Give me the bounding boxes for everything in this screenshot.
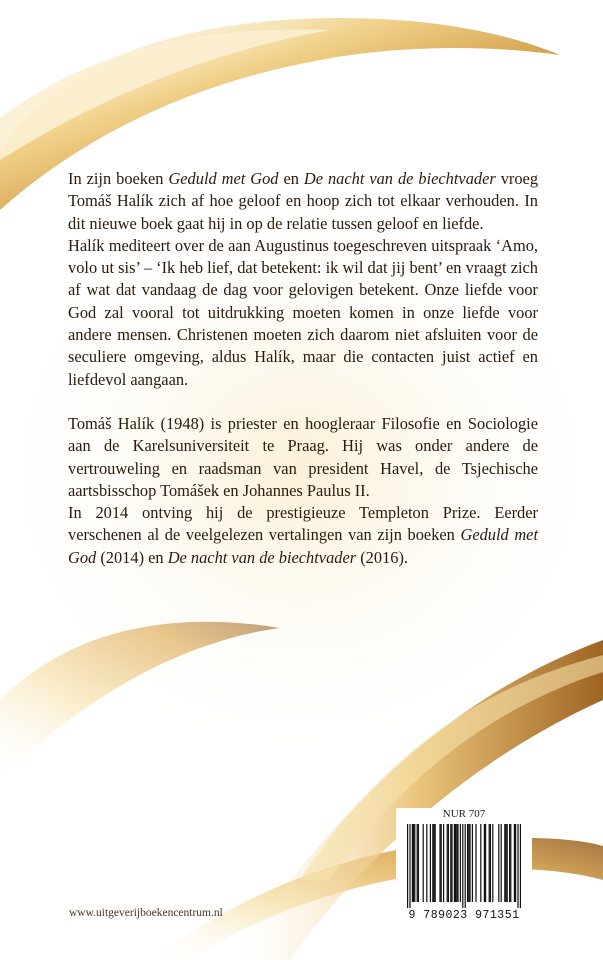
barcode-bar — [412, 824, 413, 902]
barcode-bar — [501, 824, 502, 902]
barcode-bar — [468, 824, 469, 902]
barcode-bar — [457, 824, 458, 902]
barcode-bar — [454, 824, 455, 902]
barcode-bar — [510, 824, 511, 902]
barcode-bar — [414, 824, 415, 902]
paragraph-3-author-bio: Tomáš Halík (1948) is priester en hoogleraar Filosofie en Sociologie aan de Karelsuniversiteit te Praag. Hij was onder andere de vertrouweling en raadsman van president Havel, de Tsjechische aartsbisschop Tomášek en Johannes Paulus II. — [68, 413, 538, 500]
barcode-bar — [456, 824, 457, 902]
barcode-bar — [433, 824, 434, 902]
barcode-bar — [441, 824, 442, 902]
barcode-bar — [417, 824, 418, 902]
isbn-digits: 9 789023 971351 — [408, 909, 520, 922]
barcode-bar — [490, 824, 491, 902]
barcode-bar — [443, 824, 444, 902]
barcode-bar — [492, 824, 493, 902]
barcode-bar — [413, 824, 414, 902]
barcode-bar — [485, 824, 486, 902]
barcode-bar — [407, 824, 408, 908]
barcode-bar — [467, 824, 468, 902]
barcode-bar — [451, 824, 452, 902]
barcode-bar — [504, 824, 505, 902]
barcode-bar — [480, 824, 481, 902]
isbn-barcode — [396, 808, 532, 932]
barcode-bar — [465, 824, 466, 908]
barcode-bar — [462, 824, 463, 908]
italic-title: Geduld met God — [68, 525, 539, 567]
barcode-bar — [514, 824, 515, 902]
barcode-bar — [509, 824, 510, 902]
italic-title: De nacht van de biechtvader — [167, 547, 357, 567]
back-cover-text — [68, 168, 538, 569]
barcode-bar — [432, 824, 433, 902]
barcode-bar — [515, 824, 516, 902]
barcode-bar — [450, 824, 451, 902]
barcode-bar — [426, 824, 427, 902]
barcode-bar — [455, 824, 456, 902]
barcode-bar — [520, 824, 521, 908]
barcode-bar — [505, 824, 506, 902]
barcode-bar — [447, 824, 448, 902]
barcode-bar — [435, 824, 436, 902]
paragraph-4: In 2014 ontving hij de prestigieuze Templeton Prize. Eerder verschenen al de veelgelezen vertalingen van zijn boeken Geduld met God (2014) en De nacht van de biechtvader (2016). — [68, 503, 539, 567]
barcode-bar — [507, 824, 508, 902]
barcode-bar — [498, 824, 499, 902]
barcode-bar — [517, 824, 518, 908]
barcode-bar — [418, 824, 419, 902]
barcode-bar — [448, 824, 449, 902]
publisher-url: www.uitgeverijboekencentrum.nl — [69, 907, 223, 919]
italic-title: De nacht van de biechtvader — [303, 169, 496, 188]
barcode-bar — [430, 824, 431, 902]
paragraph-2: Halík mediteert over de aan Augustinus toegeschreven uitspraak ‘Amo, volo ut sis’ – ‘Ik heb lief, dat betekent: ik wil dat jij bent’ en vraagt zich af wat dat vandaag de dag voor gelovigen betekent. Onze liefde voor God zal vooral tot uitdrukking moeten komen in onze liefde voor andere mensen. Christenen moeten zich daarom niet afsluiten voor de seculiere omgeving, aldus Halík, maar die contacten juist actief en liefdevol aangaan. — [68, 235, 538, 389]
barcode-bars — [404, 824, 524, 908]
barcode-bar — [484, 824, 485, 902]
barcode-bar — [472, 824, 473, 902]
barcode-bar — [423, 824, 424, 902]
barcode-bar — [475, 824, 476, 902]
barcode-bar — [469, 824, 470, 902]
italic-title: Geduld met God — [168, 169, 279, 188]
barcode-bar — [409, 824, 410, 908]
nur-code: NUR 707 — [442, 808, 486, 820]
barcode-bar — [489, 824, 490, 902]
barcode-bar — [460, 824, 461, 902]
paragraph-1: In zijn boeken Geduld met God en De nacht van de biechtvader vroeg Tomáš Halík zich af hoe geloof en hoop zich tot elkaar verhouden. In dit nieuwe boek gaat hij in op de relatie tussen geloof en liefde. — [68, 169, 539, 233]
barcode-bar — [439, 824, 440, 902]
